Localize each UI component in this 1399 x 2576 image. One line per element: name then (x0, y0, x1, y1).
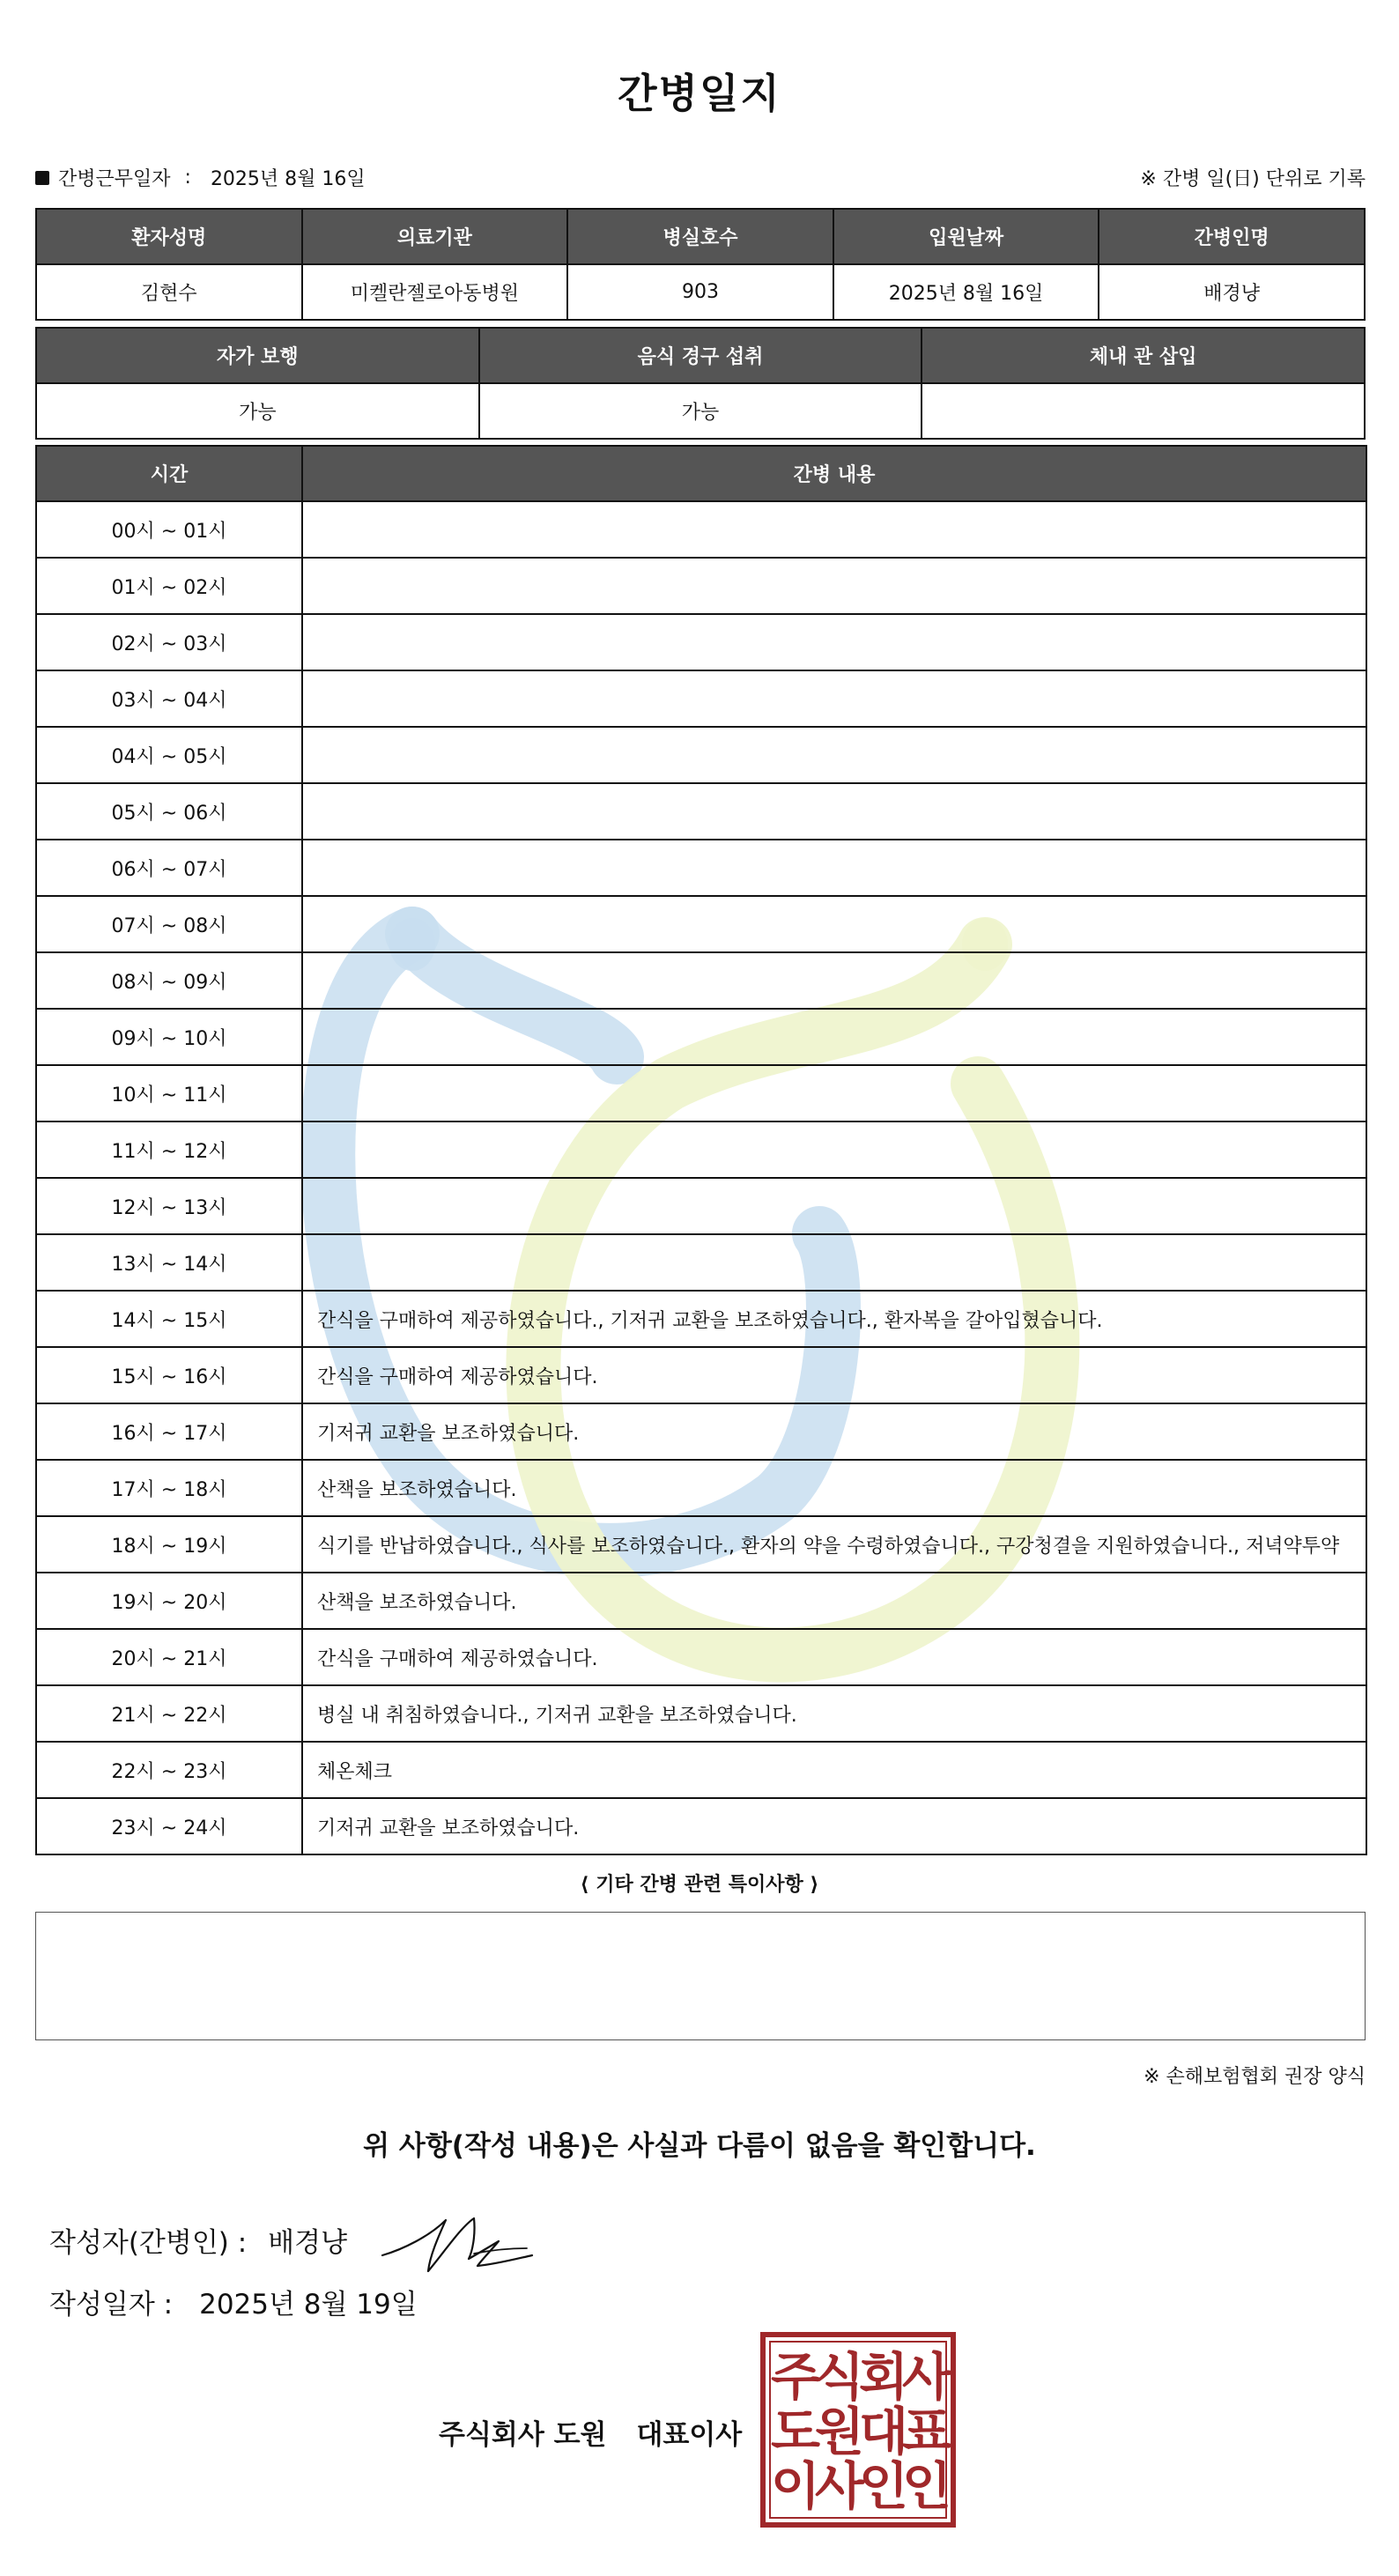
work-date-label: 간병근무일자 (58, 168, 171, 190)
document-title: 간병일지 (618, 70, 781, 117)
svg-text:인: 인 (901, 2456, 952, 2516)
log-row (36, 670, 1366, 727)
log-content (302, 1121, 1366, 1178)
log-content: 간식을 구매하여 제공하였습니다. (302, 1629, 1366, 1685)
log-content (302, 501, 1366, 558)
svg-text:회: 회 (858, 2347, 909, 2407)
log-time: 00시 ~ 01시 (36, 501, 302, 558)
log-time: 20시 ~ 21시 (36, 1629, 302, 1685)
log-row (36, 1178, 1366, 1234)
log-row (36, 896, 1366, 952)
log-row (36, 1685, 1366, 1742)
header-time: 시간 (36, 446, 302, 501)
log-time: 05시 ~ 06시 (36, 783, 302, 840)
log-time: 07시 ~ 08시 (36, 896, 302, 952)
ceo-title: 대표이사 (636, 2419, 743, 2451)
log-content: 병실 내 취침하였습니다., 기저귀 교환을 보조하였습니다. (302, 1685, 1366, 1742)
log-content: 기저귀 교환을 보조하였습니다. (302, 1403, 1366, 1460)
header-self-walking: 자가 보행 (36, 328, 479, 383)
log-header-row (36, 446, 1366, 501)
writer-name: 배경냥 (268, 2227, 348, 2259)
log-time: 01시 ~ 02시 (36, 558, 302, 614)
log-row (36, 1234, 1366, 1291)
log-row (36, 1798, 1366, 1854)
header-patient-name: 환자성명 (36, 209, 302, 264)
special-notes-box (35, 1912, 1366, 2040)
log-row (36, 1291, 1366, 1347)
log-content (302, 1234, 1366, 1291)
svg-text:원: 원 (814, 2402, 865, 2461)
log-row (36, 1516, 1366, 1573)
status-header-row (36, 328, 1365, 383)
log-time: 04시 ~ 05시 (36, 727, 302, 783)
oral-intake-value: 가능 (479, 383, 922, 439)
svg-text:이: 이 (770, 2456, 821, 2516)
header-room: 병실호수 (567, 209, 833, 264)
log-time: 15시 ~ 16시 (36, 1347, 302, 1403)
log-time: 03시 ~ 04시 (36, 670, 302, 727)
log-row (36, 1403, 1366, 1460)
log-time: 17시 ~ 18시 (36, 1460, 302, 1516)
patient-header-row (36, 209, 1365, 264)
admission-date: 2025년 8월 16일 (833, 264, 1099, 320)
log-content (302, 896, 1366, 952)
log-time: 06시 ~ 07시 (36, 840, 302, 896)
company-line (439, 2412, 742, 2452)
hospital-name: 미켈란젤로아동병원 (302, 264, 568, 320)
status-value-row (36, 383, 1365, 439)
log-row (36, 783, 1366, 840)
log-row (36, 558, 1366, 614)
writer-line (49, 2220, 347, 2260)
header-hospital: 의료기관 (302, 209, 568, 264)
log-content (302, 558, 1366, 614)
work-date-info (35, 164, 366, 191)
log-content (302, 670, 1366, 727)
header-tube-insertion: 체내 관 삽입 (922, 328, 1365, 383)
writer-label: 작성자(간병인) : (49, 2227, 248, 2259)
svg-text:대: 대 (858, 2402, 909, 2461)
write-date-line (49, 2282, 418, 2321)
log-row (36, 1065, 1366, 1121)
log-row (36, 727, 1366, 783)
log-time: 18시 ~ 19시 (36, 1516, 302, 1573)
log-content: 산책을 보조하였습니다. (302, 1460, 1366, 1516)
log-content (302, 614, 1366, 670)
recommended-form-note: ※ 손해보험협회 권장 양식 (1144, 2066, 1366, 2088)
log-content: 기저귀 교환을 보조하였습니다. (302, 1798, 1366, 1854)
svg-text:주: 주 (770, 2347, 821, 2407)
log-time: 10시 ~ 11시 (36, 1065, 302, 1121)
log-content: 간식을 구매하여 제공하였습니다., 기저귀 교환을 보조하였습니다., 환자복을 갈아입혔습니다. (302, 1291, 1366, 1347)
log-content (302, 952, 1366, 1009)
log-row (36, 1629, 1366, 1685)
log-row (36, 1460, 1366, 1516)
log-content (302, 1009, 1366, 1065)
log-time: 12시 ~ 13시 (36, 1178, 302, 1234)
special-notes-title: ⟨ 기타 간병 관련 특이사항 ⟩ (580, 1874, 819, 1896)
log-row (36, 840, 1366, 896)
patient-value-row (36, 264, 1365, 320)
room-number: 903 (567, 264, 833, 320)
svg-text:인: 인 (858, 2456, 909, 2516)
patient-status-table (35, 327, 1366, 440)
log-content: 산책을 보조하였습니다. (302, 1573, 1366, 1629)
log-row (36, 1009, 1366, 1065)
log-content (302, 727, 1366, 783)
log-content: 식기를 반납하였습니다., 식사를 보조하였습니다., 환자의 약을 수령하였습니다., 구강청결을 지원하였습니다., 저녁약투약 (302, 1516, 1366, 1573)
log-rows (36, 501, 1366, 1854)
log-time: 22시 ~ 23시 (36, 1742, 302, 1798)
patient-name: 김현수 (36, 264, 302, 320)
log-content: 체온체크 (302, 1742, 1366, 1798)
company-name: 주식회사 도원 (439, 2419, 607, 2451)
log-content: 간식을 구매하여 제공하였습니다. (302, 1347, 1366, 1403)
self-walking-value: 가능 (36, 383, 479, 439)
log-content (302, 840, 1366, 896)
log-time: 21시 ~ 22시 (36, 1685, 302, 1742)
log-time: 16시 ~ 17시 (36, 1403, 302, 1460)
log-content (302, 1178, 1366, 1234)
svg-text:도: 도 (770, 2402, 821, 2461)
handwritten-signature (377, 2201, 536, 2280)
confirmation-statement: 위 사항(작성 내용)은 사실과 다름이 없음을 확인합니다. (363, 2130, 1036, 2162)
header-oral-intake: 음식 경구 섭취 (479, 328, 922, 383)
care-log-table (35, 445, 1367, 1855)
svg-text:식: 식 (814, 2347, 865, 2407)
log-content (302, 783, 1366, 840)
log-time: 08시 ~ 09시 (36, 952, 302, 1009)
write-date-value: 2025년 8월 19일 (199, 2289, 418, 2321)
company-seal-stamp (759, 2331, 957, 2528)
log-time: 14시 ~ 15시 (36, 1291, 302, 1347)
header-care-content: 간병 내용 (302, 446, 1366, 501)
log-time: 19시 ~ 20시 (36, 1573, 302, 1629)
square-bullet-icon (35, 171, 49, 185)
log-row (36, 1742, 1366, 1798)
log-row (36, 952, 1366, 1009)
header-caregiver-name: 간병인명 (1099, 209, 1365, 264)
log-time: 23시 ~ 24시 (36, 1798, 302, 1854)
log-time: 09시 ~ 10시 (36, 1009, 302, 1065)
log-content (302, 1065, 1366, 1121)
svg-text:표: 표 (901, 2402, 952, 2461)
log-row (36, 1121, 1366, 1178)
svg-text:사: 사 (901, 2347, 952, 2407)
meta-row (35, 164, 1366, 190)
svg-text:사: 사 (814, 2456, 865, 2516)
log-time: 13시 ~ 14시 (36, 1234, 302, 1291)
log-time: 11시 ~ 12시 (36, 1121, 302, 1178)
write-date-label: 작성일자 : (49, 2289, 174, 2321)
tube-insertion-value (922, 383, 1365, 439)
daily-record-note: ※ 간병 일(日) 단위로 기록 (1140, 168, 1366, 190)
work-date-value: 2025년 8월 16일 (210, 168, 366, 190)
patient-info-table (35, 208, 1366, 321)
log-row (36, 1573, 1366, 1629)
log-time: 02시 ~ 03시 (36, 614, 302, 670)
work-date-colon: : (184, 167, 191, 189)
log-row (36, 1347, 1366, 1403)
log-row (36, 501, 1366, 558)
header-admission-date: 입원날짜 (833, 209, 1099, 264)
log-row (36, 614, 1366, 670)
caregiver-name: 배경냥 (1099, 264, 1365, 320)
